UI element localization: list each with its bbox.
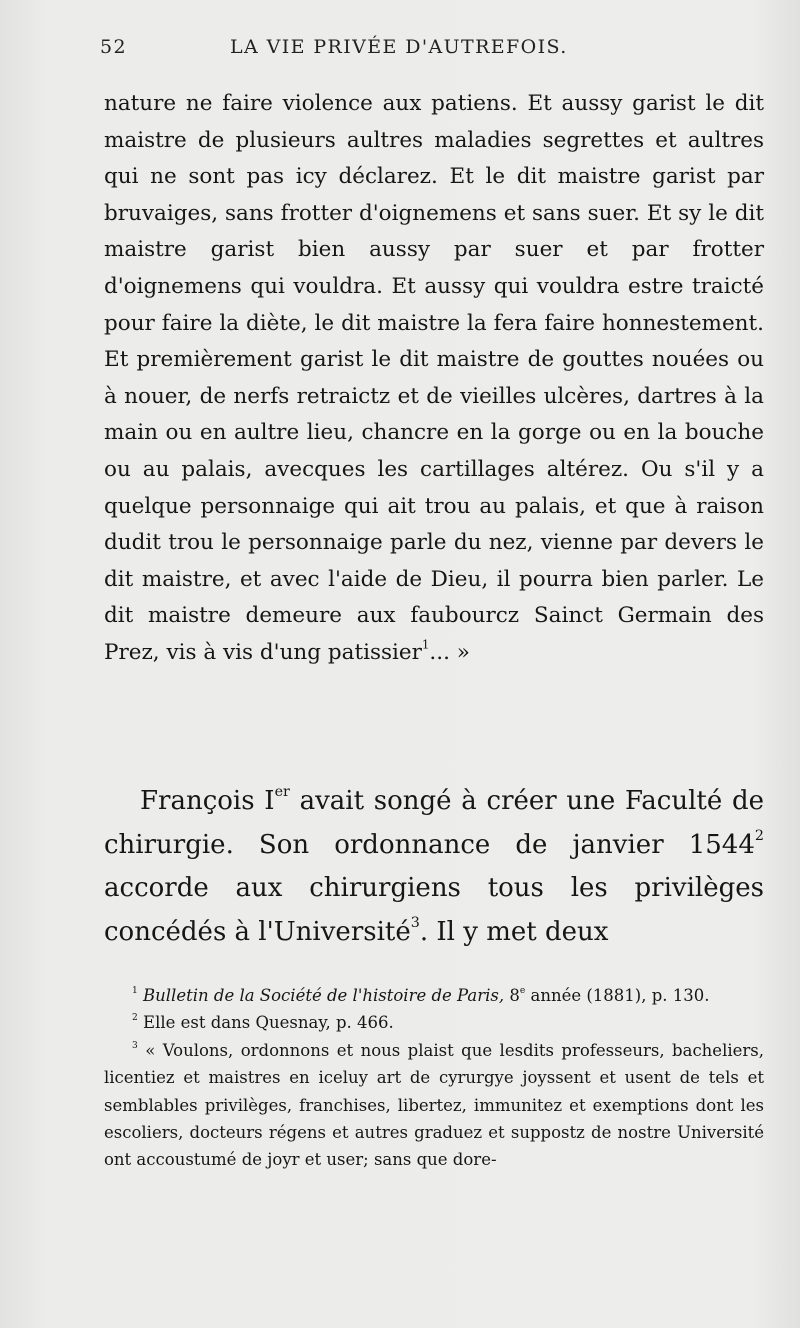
footnote-ref-2: 2 bbox=[754, 827, 764, 844]
quoted-advertisement-text bbox=[104, 86, 764, 672]
body-paragraph-francois bbox=[104, 780, 764, 954]
paragraph-text-part: avait songé à créer une Faculté de chirurgie. Son ordonnance de janvier 1544 bbox=[104, 786, 765, 860]
footnote-ref-3: 3 bbox=[410, 914, 420, 931]
paragraph-text-part: . Il y met deux bbox=[419, 916, 609, 947]
paragraph-text-part: accorde aux chirurgiens tous les privilèges concédés à l'Université bbox=[104, 873, 764, 947]
footnote-text: « Voulons, ordonnons et nous plaist que lesdits professeurs, bacheliers, licentiez et maistres en iceluy art de cyrurgye joyssent et usent de tels et semblables privilèges, franchises, libertez, immunitez et exemptions dont les escoliers, docteurs régens et autres graduez et suppostz de nostre Université ont accoustumé de joyr et user; sans que dore- bbox=[104, 1040, 764, 1170]
footnote-1 bbox=[104, 982, 764, 1009]
footnote-number: 3 bbox=[132, 1040, 138, 1051]
continuation-text: nature ne faire violence aux patiens. Et aussy garist le dit maistre de plusieurs aultres maladies segrettes et aultres qui ne sont pas icy déclarez. Et le dit maistre garist par bruvaiges, sans frotter d'oignemens et sans suer. Et sy le dit maistre garist bien aussy par suer et par frotter d'oignemens qui vouldra. Et aussy qui vouldra estre traicté pour faire la diète, le dit maistre la fera faire honnestement. Et premièrement garist le dit maistre de gouttes nouées ou à nouer, de nerfs retraictz et de vieilles ulcères, dartres à la main ou en aultre lieu, chancre en la gorge ou en la bouche ou au palais, avecques les cartillages altérez. Ou s'il y a quelque personnaige qui ait trou au palais, et que à raison dudit trou le personnaige parle du nez, vienne par devers le dit maistre, et avec l'aide de Dieu, il pourra bien parler. Le dit maistre demeure aux faubourcz Sainct Germain des Prez, vis à vis d'ung patissier bbox=[104, 91, 764, 665]
paragraph-text bbox=[104, 780, 764, 954]
footnote-text: 8 bbox=[504, 986, 520, 1005]
footnote-2 bbox=[104, 1009, 764, 1036]
footnote-superscript: e bbox=[519, 985, 526, 996]
superscript-er: er bbox=[274, 784, 290, 801]
page-number: 52 bbox=[100, 36, 127, 58]
footnote-ref-1: 1 bbox=[421, 637, 430, 652]
footnote-number: 2 bbox=[132, 1013, 138, 1024]
footnote-text: année (1881), p. 130. bbox=[525, 986, 710, 1005]
quote-end: ... » bbox=[429, 639, 470, 665]
footnote-title: Bulletin de la Société de l'histoire de Paris, bbox=[143, 986, 505, 1005]
footnotes bbox=[104, 982, 764, 1174]
body-paragraph-continuation bbox=[104, 86, 764, 672]
footnote-3 bbox=[104, 1037, 764, 1174]
running-title: LA VIE PRIVÉE D'AUTREFOIS. bbox=[230, 36, 568, 58]
paragraph-text-part: François I bbox=[140, 786, 275, 816]
footnote-number: 1 bbox=[132, 985, 138, 996]
footnote-text: Elle est dans Quesnay, p. 466. bbox=[143, 1013, 394, 1033]
